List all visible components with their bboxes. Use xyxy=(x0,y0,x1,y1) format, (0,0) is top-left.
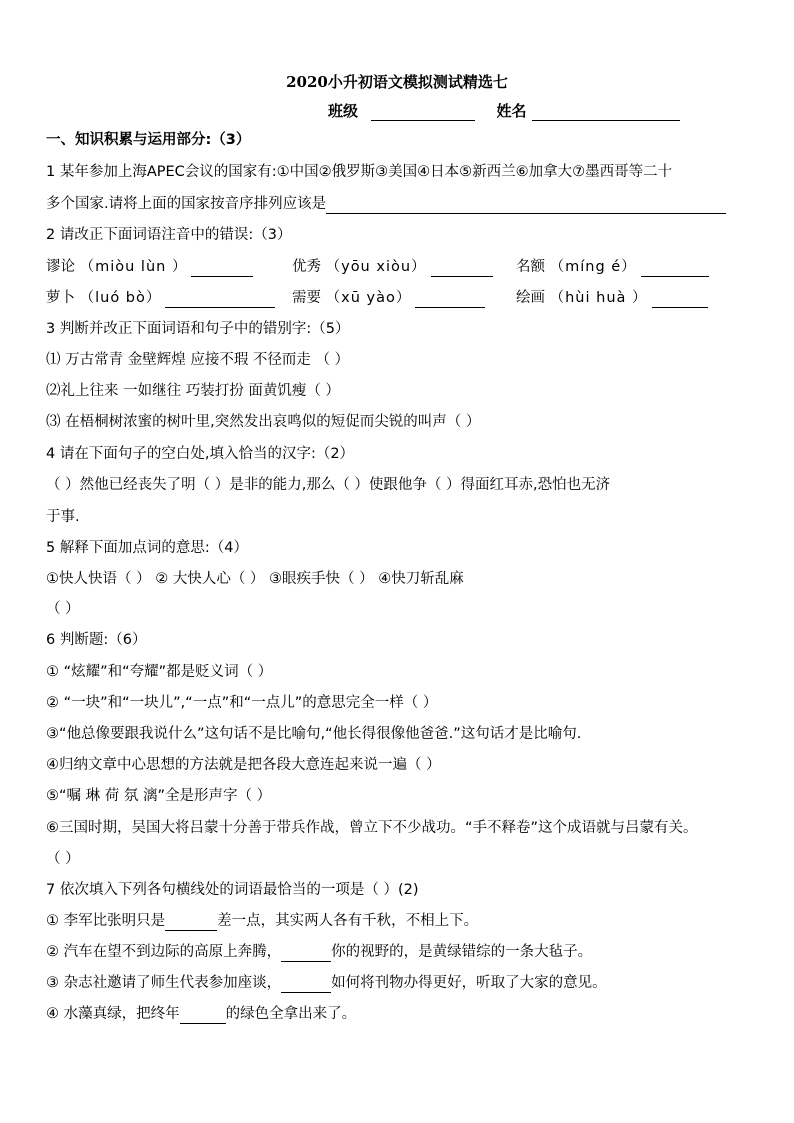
q7-answer-blank[interactable] xyxy=(180,1007,226,1024)
q7-text-before: ① 李军比张明只是 xyxy=(46,913,166,929)
q4-line2: 于事. xyxy=(46,509,80,525)
q3-line2: ⑵礼上往来 一如继往 巧装打扮 面黄饥瘦（ ） xyxy=(46,383,340,399)
q5-line1: ①快人快语（ ） ② 大快人心（ ） ③眼疾手快（ ） ④快刀斩乱麻 xyxy=(46,571,464,587)
q2-word: 谬论 xyxy=(46,259,75,275)
page-title: 2020小升初语文模拟测试精选七 xyxy=(286,73,508,91)
q2-word: 需要 xyxy=(292,290,321,306)
q7-text-before: ④ 水藻真绿，把终年 xyxy=(46,1006,180,1022)
q6-item: ⑤“嘱 琳 荷 氛 漓”全是形声字（ ） xyxy=(46,788,272,804)
student-info-line xyxy=(328,101,680,121)
q2-item xyxy=(516,288,708,308)
q2-answer-blank[interactable] xyxy=(415,291,485,308)
q2-pinyin: （xū yào） xyxy=(325,290,412,306)
q2-answer-blank[interactable] xyxy=(191,260,253,277)
q7-answer-blank[interactable] xyxy=(281,945,331,962)
q2-pinyin: （yōu xiòu） xyxy=(325,259,427,275)
q7-text-after: 差一点，其实两人各有千秋，不相上下。 xyxy=(217,913,479,929)
q6-item: ② “一块”和“一块儿”,“一点”和“一点儿”的意思完全一样（ ） xyxy=(46,695,438,711)
q2-word: 优秀 xyxy=(292,259,321,275)
q1-line1: 1 某年参加上海APEC会议的国家有:①中国②俄罗斯③美国④日本⑤新西兰⑥加拿大⑦墨西哥等二十 xyxy=(46,164,673,180)
q6-item: ① “炫耀”和“夸耀”都是贬义词（ ） xyxy=(46,664,273,680)
q2-item xyxy=(46,288,275,308)
class-field[interactable] xyxy=(371,104,475,121)
q6-item: （ ） xyxy=(46,851,80,867)
q4-heading: 4 请在下面句子的空白处,填入恰当的汉字:（2） xyxy=(46,446,355,462)
q3-line3: ⑶ 在梧桐树浓蜜的树叶里,突然发出哀鸣似的短促而尖锐的叫声（ ） xyxy=(46,414,481,430)
q2-pinyin: （míng é） xyxy=(549,259,637,275)
q2-answer-blank[interactable] xyxy=(431,260,493,277)
q2-pinyin: （miòu lùn ） xyxy=(79,259,188,275)
q2-item xyxy=(292,257,493,277)
q7-text-before: ② 汽车在望不到边际的高原上奔腾， xyxy=(46,944,282,960)
class-label: 班级 xyxy=(328,102,359,120)
q6-item: ③“他总像要跟我说什么”这句话不是比喻句,“他长得很像他爸爸.”这句话才是比喻句. xyxy=(46,726,582,742)
q7-text-after: 你的视野的，是黄绿错综的一条大毡子。 xyxy=(331,944,593,960)
q3-line1: ⑴ 万古常青 金壁辉煌 应接不瑕 不径而走 （ ） xyxy=(46,352,350,368)
q2-answer-blank[interactable] xyxy=(165,291,275,308)
q7-text-after: 如何将刊物办得更好，听取了大家的意见。 xyxy=(331,975,607,991)
q5-heading: 5 解释下面加点词的意思:（4） xyxy=(46,540,248,556)
q3-heading: 3 判断并改正下面词语和句子中的错别字:（5） xyxy=(46,321,350,337)
q7-heading: 7 依次填入下列各句横线处的词语最恰当的一项是（ ）(2) xyxy=(46,882,419,898)
q2-item xyxy=(46,257,253,277)
q2-heading: 2 请改正下面词语注音中的错误:（3） xyxy=(46,227,292,243)
q7-text-after: 的绿色全拿出来了。 xyxy=(225,1006,357,1022)
q2-item xyxy=(516,257,709,277)
name-label: 姓名 xyxy=(496,102,527,120)
q6-item: ④归纳文章中心思想的方法就是把各段大意连起来说一遍（ ） xyxy=(46,757,441,773)
q7-answer-blank[interactable] xyxy=(281,976,331,993)
q7-item xyxy=(46,1004,356,1024)
name-field[interactable] xyxy=(532,104,680,121)
q7-item xyxy=(46,973,607,993)
q2-item xyxy=(292,288,485,308)
q7-text-before: ③ 杂志社邀请了师生代表参加座谈， xyxy=(46,975,282,991)
q2-pinyin: （luó bò） xyxy=(79,290,162,306)
q2-word: 绘画 xyxy=(516,290,545,306)
q7-item xyxy=(46,911,478,931)
q5-line2: （ ） xyxy=(46,601,80,617)
q7-item xyxy=(46,942,592,962)
q2-word: 名额 xyxy=(516,259,545,275)
q2-answer-blank[interactable] xyxy=(641,260,709,277)
q4-line1: （ ）然他已经丧失了明（ ）是非的能力,那么（ ）使跟他争（ ）得面红耳赤,恐怕也无济 xyxy=(46,477,611,493)
q2-word: 萝卜 xyxy=(46,290,75,306)
q1-prompt: 多个国家.请将上面的国家按音序排列应该是 xyxy=(46,196,327,212)
q6-heading: 6 判断题:（6） xyxy=(46,632,147,648)
q2-pinyin: （hùi huà ） xyxy=(549,290,648,306)
section-heading: 一、知识积累与运用部分:（3） xyxy=(46,132,251,148)
q2-answer-blank[interactable] xyxy=(652,291,708,308)
q1-line2 xyxy=(46,194,726,214)
q1-answer-blank[interactable] xyxy=(326,197,726,214)
q7-answer-blank[interactable] xyxy=(165,914,217,931)
q6-item: ⑥三国时期，吴国大将吕蒙十分善于带兵作战，曾立下不少战功。“手不释卷”这个成语就与吕蒙有关。 xyxy=(46,820,698,836)
